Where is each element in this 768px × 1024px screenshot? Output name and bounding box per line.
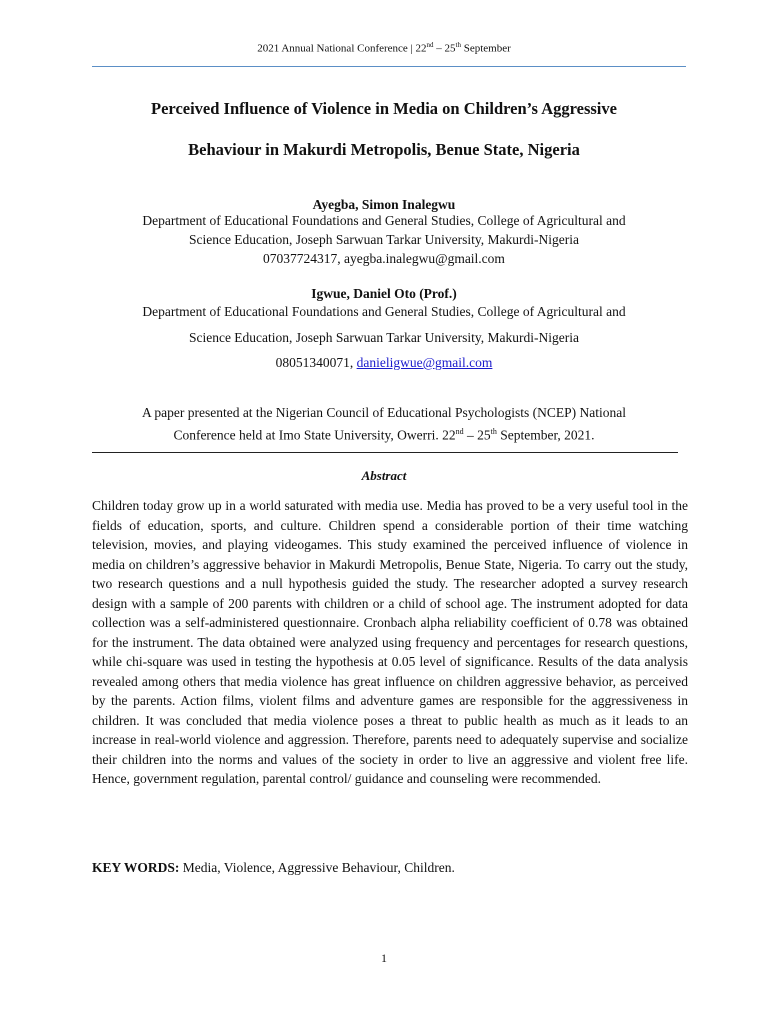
author-2-name: Igwue, Daniel Oto (Prof.) bbox=[311, 286, 457, 301]
author-2-affiliation-line-1: Department of Educational Foundations and General Studies, College of Agricultural and bbox=[142, 304, 626, 319]
author-2-affiliation-line-2: Science Education, Joseph Sarwuan Tarkar University, Makurdi-Nigeria bbox=[188, 330, 580, 345]
abstract-body: Children today grow up in a world saturated with media use. Media has proved to be a very useful tool in the fields of education, sports, and culture. Children spend a considerable portion of their time watching television, movies, and playing videogames. This study examined the perceived influence of violence in media on children’s aggressive behavior in Makurdi Metropolis, Benue State, Nigeria. To carry out the study, two research questions and a null hypothesis guided the study. The researcher adopted a survey research design with a sample of 200 parents with children or a child of school age. The instrument adopted for data collection was a self-administered questionnaire. Cronbach alpha reliability coefficient of 0.78 was obtained for the instrument. The data obtained were analyzed using frequency and percentages for research questions, while chi-square was used in testing the hypothesis at 0.05 level of significance. Results of the data analysis revealed among others that media violence has great influence on children aggressive behavior, as perceived by the parents. Action films, violent films and adventure games are responsible for the aggressiveness in children. It was concluded that media violence poses a threat to public health as much as it leads to an increase in real-world violence and aggression. Therefore, parents need to adequately supervise and socialize their children into the norms and values of the society in order to live an aggressive and violent free life. Hence, government regulation, parental control/ guidance and counseling were recommended. bbox=[92, 498, 688, 786]
author-1-affiliation-line-2: Science Education, Joseph Sarwuan Tarkar University, Makurdi-Nigeria bbox=[188, 232, 580, 247]
paper-title-line-2: Behaviour in Makurdi Metropolis, Benue State, Nigeria bbox=[188, 140, 580, 159]
keywords bbox=[92, 860, 688, 876]
abstract-divider bbox=[92, 452, 678, 453]
author-2-contact: 08051340071, danieligwue@gmail.com bbox=[275, 355, 493, 370]
presentation-note-line-1: A paper presented at the Nigerian Council of Educational Psychologists (NCEP) National bbox=[141, 405, 627, 420]
author-1-contact: 07037724317, ayegba.inalegwu@gmail.com bbox=[263, 251, 505, 266]
keywords-label: KEY WORDS: bbox=[92, 860, 180, 875]
author-2-email-link[interactable]: danieligwue@gmail.com bbox=[356, 355, 493, 370]
keywords-text: Media, Violence, Aggressive Behaviour, Children. bbox=[179, 860, 455, 875]
author-1-affiliation-line-1: Department of Educational Foundations and General Studies, College of Agricultural and bbox=[142, 213, 626, 228]
author-1-name: Ayegba, Simon Inalegwu bbox=[312, 197, 456, 212]
running-header: 2021 Annual National Conference | 22nd – 25th September bbox=[257, 41, 511, 55]
header-divider bbox=[92, 66, 686, 67]
abstract-heading: Abstract bbox=[361, 468, 407, 483]
presentation-note-line-2: Conference held at Imo State University, Owerri. 22nd – 25th September, 2021. bbox=[173, 427, 595, 443]
paper-title-line-1: Perceived Influence of Violence in Media on Children’s Aggressive bbox=[151, 99, 617, 118]
page-number: 1 bbox=[381, 951, 387, 965]
